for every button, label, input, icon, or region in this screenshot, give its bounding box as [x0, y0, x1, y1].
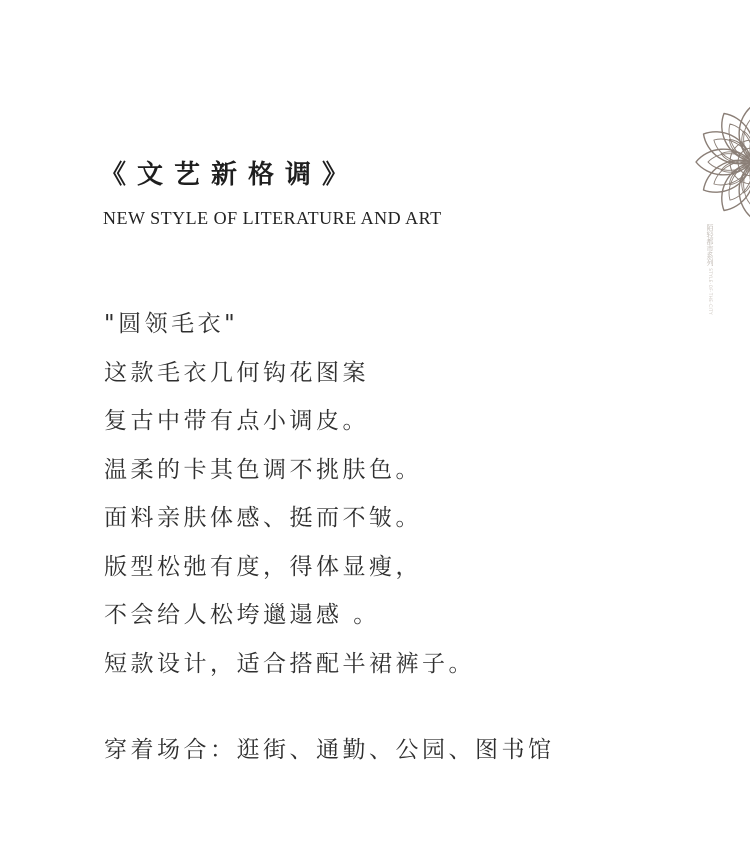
description-line: 复古中带有点小调皮。: [104, 408, 369, 434]
description-line: 温柔的卡其色调不挑肤色。: [104, 456, 422, 483]
description-line: 面料亲肤体感、挺而不皱。: [104, 505, 422, 531]
wearing-occasion: 穿着场合：逛街、通勤、公园、图书馆: [104, 737, 555, 763]
mandala-ornament-svg: [686, 104, 750, 228]
brand-mark-english: STYLE·OF·THE·CITY: [708, 268, 713, 316]
section-subtitle: NEW STYLE OF LITERATURE AND ART: [103, 208, 442, 228]
description-line: 版型松弛有度，得体显瘦，: [104, 553, 422, 580]
description-line: "圆领毛衣": [104, 311, 239, 337]
product-description: [104, 300, 475, 688]
description-line: 这款毛衣几何钩花图案: [104, 359, 369, 386]
mandala-ornament-icon: [686, 104, 750, 228]
brand-mark-text: 陌轻都市系列: [706, 224, 714, 266]
section-title: 《文艺新格调》: [100, 160, 360, 190]
brand-mark: [700, 224, 714, 315]
description-line: 短款设计，适合搭配半裙裤子。: [104, 650, 475, 677]
description-line: 不会给人松垮邋遢感 。: [104, 602, 380, 628]
